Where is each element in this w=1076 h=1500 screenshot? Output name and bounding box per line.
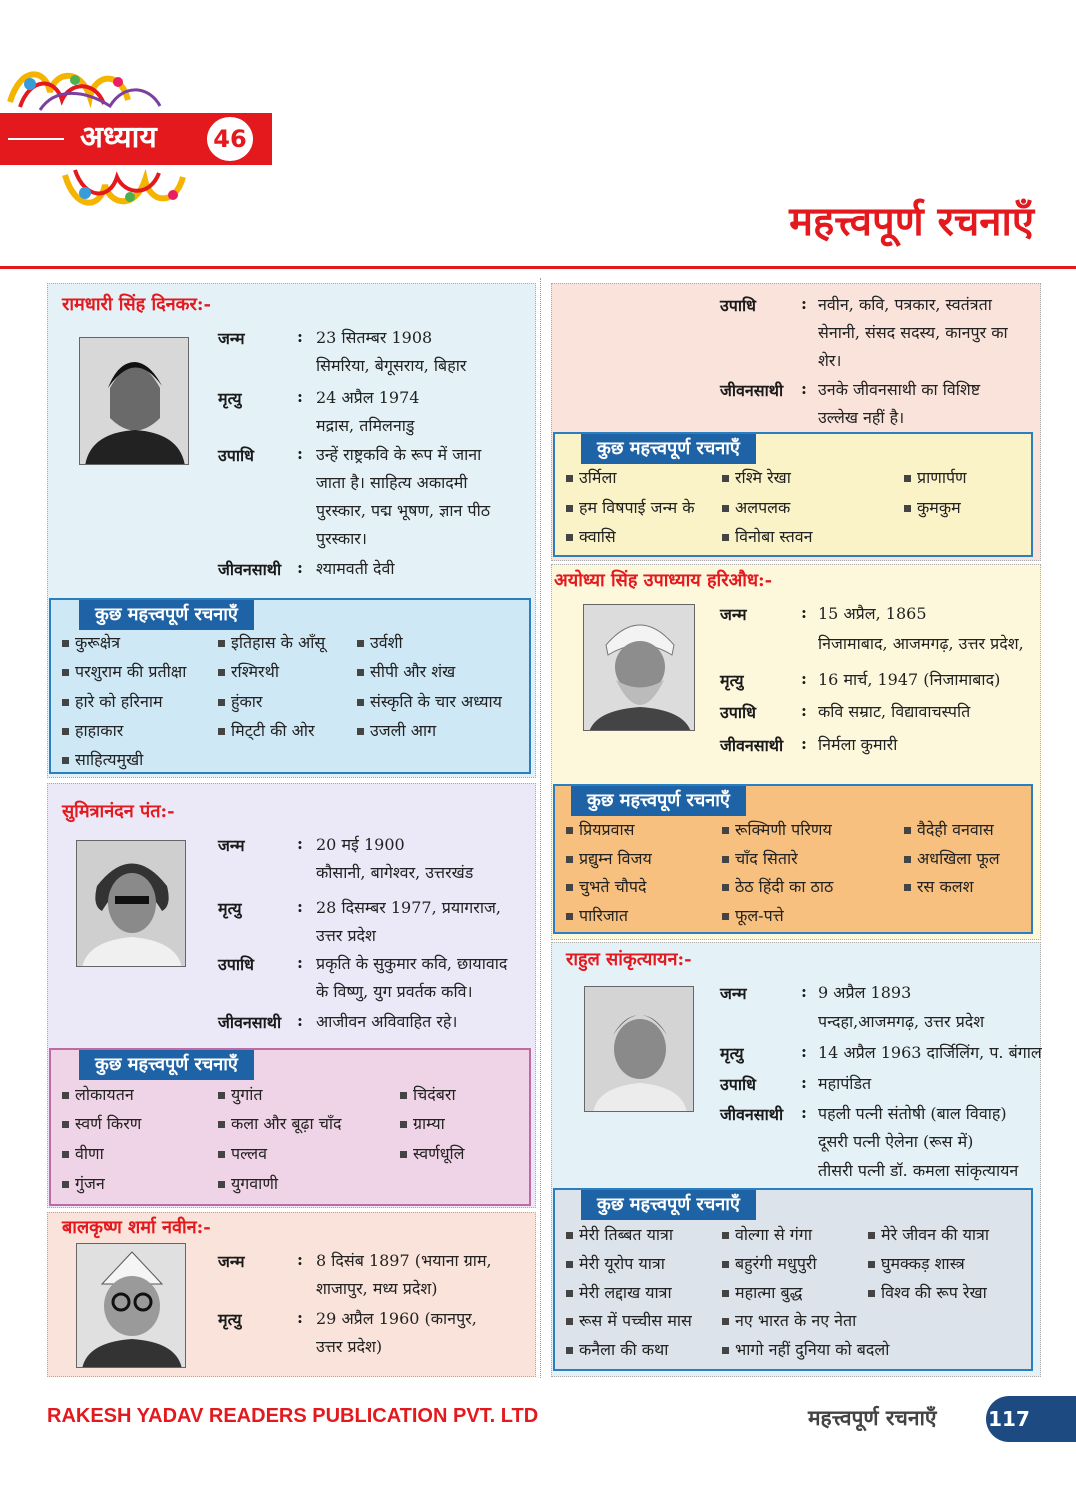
naveen-name: बालकृष्ण शर्मा नवीन:- [62,1217,211,1238]
work-item: कुरूक्षेत्र [62,632,120,654]
work-item: वैदेही वनवास [904,819,994,841]
chapter-number: 46 [207,117,253,161]
colon: : [801,734,807,753]
rahul-upadhi: महापंडित [818,1074,872,1093]
naveen-jeevansathi-line: उल्लेख नहीं है। [818,408,905,427]
work-item: रश्मि रेखा [722,467,791,489]
dinkar-janm-place: सिमरिया, बेगूसराय, बिहार [316,356,467,375]
publisher-name: RAKESH YADAV READERS PUBLICATION PVT. LTD [47,1405,539,1427]
work-item: पारिजात [566,905,628,927]
work-item: महात्मा बुद्ध [722,1282,802,1304]
page-title: महत्त्वपूर्ण रचनाएँ [789,198,1034,245]
colon: : [297,1308,303,1327]
colon: : [801,1042,807,1061]
work-item: कुमकुम [904,497,961,519]
dinkar-name: रामधारी सिंह दिनकर:- [62,294,211,315]
dinkar-mrityu-place: मद्रास, तमिलनाडु [316,416,415,435]
pant-portrait [76,840,186,967]
naveen-upadhi-line: सेनानी, संसद सदस्य, कानपुर का [818,323,1008,342]
work-item: विश्व की रूप रेखा [868,1282,987,1304]
rahul-mrityu: 14 अप्रैल 1963 दार्जिलिंग, प. बंगाल [818,1043,1042,1062]
pant-upadhi-line: प्रकृति के सुकुमार कवि, छायावाद [316,954,508,973]
dinkar-mrityu-date: 24 अप्रैल 1974 [316,388,420,407]
naveen-jeevansathi-label: जीवनसाथी [720,381,784,400]
work-item: पल्लव [218,1143,267,1165]
naveen-upadhi-line: नवीन, कवि, पत्रकार, स्वतंत्रता [818,295,992,314]
work-item: रस कलश [904,876,973,898]
work-item: संस्कृति के चार अध्याय [357,691,502,713]
dinkar-mrityu-label: मृत्यु [218,389,242,408]
works-heading: कुछ महत्त्वपूर्ण रचनाएँ [581,434,756,464]
dinkar-portrait [79,337,189,465]
rahul-jeevansathi-label: जीवनसाथी [720,1105,784,1124]
dinkar-upadhi-line: पुरस्कार, पद्म भूषण, ज्ञान पीठ [316,501,491,520]
work-item: अलपलक [722,497,790,519]
work-item: मेरी लद्दाख यात्रा [566,1282,672,1304]
work-item: गुंजन [62,1173,105,1195]
decorative-swirl-bottom [55,165,255,215]
pant-mrityu-line: उत्तर प्रदेश [316,926,376,945]
colon: : [801,1073,807,1092]
naveen-janm-label: जन्म [218,1252,245,1271]
work-item: युगवाणी [218,1173,278,1195]
rahul-mrityu-label: मृत्यु [720,1044,744,1063]
dinkar-works-box [49,598,531,774]
pant-mrityu-line: 28 दिसम्बर 1977, प्रयागराज, [316,898,501,917]
dinkar-upadhi-label: उपाधि [218,446,254,465]
naveen-mrityu-label: मृत्यु [218,1310,242,1329]
work-item: उजली आग [357,720,436,742]
work-item: भागो नहीं दुनिया को बदलो [722,1339,889,1361]
hariaudh-jeevansathi: निर्मला कुमारी [818,735,898,754]
naveen-janm-line: शाजापुर, मध्य प्रदेश) [316,1279,438,1298]
work-item: साहित्यमुखी [62,749,143,771]
work-item: रश्मिरथी [218,661,279,683]
hariaudh-janm-label: जन्म [720,605,747,624]
work-item: उर्वशी [357,632,403,654]
work-item: कनैला की कथा [566,1339,668,1361]
work-item: स्वर्णधूलि [400,1143,465,1165]
colon: : [297,834,303,853]
work-item: हाहाकार [62,720,123,742]
dinkar-jeevansathi-label: जीवनसाथी [218,560,282,579]
rahul-jeevansathi-line: तीसरी पत्नी डॉ. कमला सांकृत्यायन [818,1161,1019,1180]
work-item: प्राणार्पण [904,467,967,489]
hariaudh-janm-date: 15 अप्रैल, 1865 [818,604,927,623]
colon: : [801,294,807,313]
pant-jeevansathi-label: जीवनसाथी [218,1013,282,1032]
naveen-mrityu-line: 29 अप्रैल 1960 (कानपुर, [316,1309,477,1328]
work-item: स्वर्ण किरण [62,1113,141,1135]
work-item: कला और बूढ़ा चाँद [218,1113,342,1135]
work-item: मिट्‌टी की ओर [218,720,315,742]
dinkar-janm-date: 23 सितम्बर 1908 [316,328,433,347]
rahul-jeevansathi-line: पहली पत्नी संतोषी (बाल विवाह) [818,1104,1007,1123]
dinkar-janm-label: जन्म [218,329,245,348]
colon: : [801,701,807,720]
hariaudh-portrait [583,604,695,731]
colon: : [297,444,303,463]
pant-name: सुमित्रानंदन पंत:- [62,801,175,822]
work-item: चिदंबरा [400,1084,456,1106]
pant-janm-label: जन्म [218,836,245,855]
pant-jeevansathi: आजीवन अविवाहित रहे। [316,1012,458,1031]
colon: : [801,603,807,622]
colon: : [297,327,303,346]
work-item: ग्राम्या [400,1113,445,1135]
work-item: सीपी और शंख [357,661,455,683]
work-item: हारे को हरिनाम [62,691,163,713]
hariaudh-jeevansathi-label: जीवनसाथी [720,736,784,755]
rahul-janm-place: पन्दहा,आजमगढ़, उत्तर प्रदेश [818,1012,985,1031]
colon: : [297,1011,303,1030]
pant-mrityu-label: मृत्यु [218,899,242,918]
rahul-name: राहुल सांकृत्यायन:- [566,949,692,970]
naveen-jeevansathi-line: उनके जीवनसाथी का विशिष्ट [818,380,981,399]
hariaudh-name: अयोध्या सिंह उपाध्याय हरिऔध:- [554,570,773,591]
rahul-janm-date: 9 अप्रैल 1893 [818,983,912,1002]
work-item: युगांत [218,1084,263,1106]
work-item: फूल-पत्ते [722,905,784,927]
work-item: नए भारत के नए नेता [722,1310,856,1332]
work-item: प्रद्युम्न विजय [566,848,652,870]
naveen-janm-line: 8 दिसंब 1897 (भयाना ग्राम, [316,1251,492,1270]
works-heading: कुछ महत्त्वपूर्ण रचनाएँ [571,786,746,816]
colon: : [297,387,303,406]
work-item: हुंकार [218,691,262,713]
naveen-upadhi-line: शेर। [818,351,842,370]
chapter-banner-line [8,138,64,140]
dinkar-upadhi-line: पुरस्कार। [316,529,367,548]
work-item: मेरी तिब्बत यात्रा [566,1224,673,1246]
colon: : [801,669,807,688]
hariaudh-janm-place: निजामाबाद, आजमगढ़, उत्तर प्रदेश, [818,634,1024,653]
hariaudh-upadhi-label: उपाधि [720,703,756,722]
footer-title: महत्त्वपूर्ण रचनाएँ [808,1405,937,1430]
chapter-label: अध्याय [80,120,157,155]
colon: : [297,1250,303,1269]
hariaudh-mrityu: 16 मार्च, 1947 (निजामाबाद) [818,670,1001,689]
colon: : [801,379,807,398]
work-item: इतिहास के आँसू [218,632,325,654]
rahul-janm-label: जन्म [720,984,747,1003]
work-item: हम विषपाई जन्म के [566,497,695,519]
decorative-swirl-top [0,62,200,112]
work-item: परशुराम की प्रतीक्षा [62,661,186,683]
colon: : [297,897,303,916]
work-item: रूक्मिणी परिणय [722,819,832,841]
work-item: घुमक्कड़ शास्त्र [868,1253,965,1275]
work-item: वीणा [62,1143,104,1165]
work-item: विनोबा स्तवन [722,526,813,548]
pant-janm-date: 20 मई 1900 [316,835,405,854]
work-item: उर्मिला [566,467,616,489]
naveen-mrityu-line: उत्तर प्रदेश) [316,1337,383,1356]
column-divider [540,278,541,1378]
header-rule [0,266,1076,269]
dinkar-upadhi-line: उन्हें राष्ट्रकवि के रूप में जाना [316,445,482,464]
pant-upadhi-label: उपाधि [218,955,254,974]
hariaudh-mrityu-label: मृत्यु [720,671,744,690]
pant-upadhi-line: के विष्णु, युग प्रवर्तक कवि। [316,982,473,1001]
work-item: वोल्गा से गंगा [722,1224,812,1246]
dinkar-upadhi-line: जाता है। साहित्य अकादमी [316,473,468,492]
works-heading: कुछ महत्त्वपूर्ण रचनाएँ [79,600,254,630]
work-item: चाँद सितारे [722,848,798,870]
work-item: ठेठ हिंदी का ठाठ [722,876,833,898]
rahul-jeevansathi-line: दूसरी पत्नी ऐलेना (रूस में) [818,1132,974,1151]
colon: : [801,982,807,1001]
dinkar-jeevansathi: श्यामवती देवी [316,559,395,578]
work-item: प्रियप्रवास [566,819,635,841]
colon: : [297,558,303,577]
pant-janm-place: कौसानी, बागेश्वर, उत्तरखंड [316,863,474,882]
rahul-upadhi-label: उपाधि [720,1075,756,1094]
colon: : [801,1103,807,1122]
works-heading: कुछ महत्त्वपूर्ण रचनाएँ [581,1190,756,1220]
colon: : [297,953,303,972]
work-item: मेरी यूरोप यात्रा [566,1253,665,1275]
hariaudh-upadhi: कवि सम्राट, विद्यावाचस्पति [818,702,971,721]
works-heading: कुछ महत्त्वपूर्ण रचनाएँ [79,1050,254,1080]
work-item: चुभते चौपदे [566,876,647,898]
work-item: लोकायतन [62,1084,134,1106]
naveen-upadhi-label: उपाधि [720,296,756,315]
page-number: 117 [988,1407,1030,1431]
work-item: रूस में पच्चीस मास [566,1310,692,1332]
naveen-portrait [76,1243,186,1368]
rahul-portrait [584,986,694,1112]
work-item: अधखिला फूल [904,848,1000,870]
work-item: मेरे जीवन की यात्रा [868,1224,989,1246]
work-item: क्वासि [566,526,616,548]
work-item: बहुरंगी मधुपुरी [722,1253,817,1275]
